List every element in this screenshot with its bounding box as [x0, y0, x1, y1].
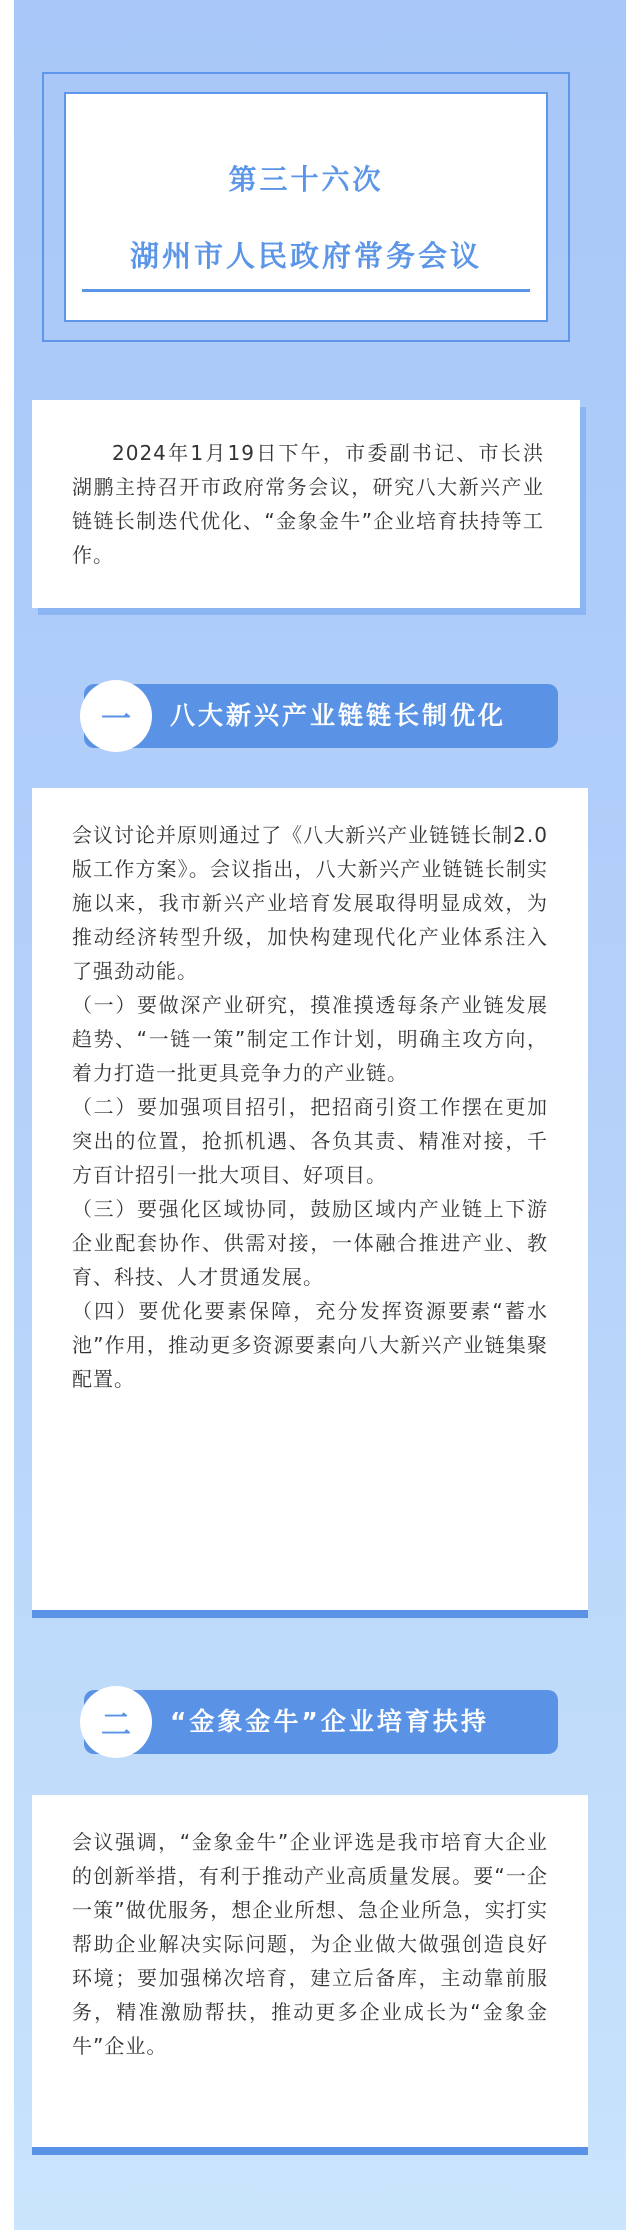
meeting-session-title: 第三十六次	[228, 163, 384, 196]
section-1-body	[72, 818, 548, 1396]
intro-card	[32, 400, 580, 608]
paragraph: （四）要优化要素保障，充分发挥资源要素“蓄水池”作用，推动更多资源要素向八大新兴产业链集聚配置。	[72, 1299, 548, 1391]
section-number-badge: 一	[80, 680, 152, 752]
section-header-2	[84, 1690, 558, 1754]
paragraph: 会议讨论并原则通过了《八大新兴产业链链长制2.0版工作方案》。会议指出，八大新兴产业链链长制实施以来，我市新兴产业培育发展取得明显成效，为推动经济转型升级，加快构建现代化产业体系注入了强劲动能。	[72, 823, 548, 983]
title-box	[64, 92, 548, 322]
paragraph: （二）要加强项目招引，把招商引资工作摆在更加突出的位置，抢抓机遇、各负其责、精准对接，千方百计招引一批大项目、好项目。	[72, 1095, 548, 1187]
title-underline	[82, 289, 530, 292]
section-2-card	[32, 1795, 588, 2155]
paragraph: 会议强调，“金象金牛”企业评选是我市培育大企业的创新举措，有利于推动产业高质量发展。要“一企一策”做优服务，想企业所想、急企业所急，实打实帮助企业解决实际问题，为企业做大做强创造良好环境；要加强梯次培育，建立后备库，主动靠前服务，精准激励帮扶，推动更多企业成长为“金象金牛”企业。	[72, 1830, 548, 2058]
paragraph: （一）要做深产业研究，摸准摸透每条产业链发展趋势、“一链一策”制定工作计划，明确主攻方向，着力打造一批更具竞争力的产业链。	[72, 993, 548, 1085]
paragraph: （三）要强化区域协同，鼓励区域内产业链上下游企业配套协作、供需对接，一体融合推进产业、教育、科技、人才贯通发展。	[72, 1197, 548, 1289]
meeting-name-title: 湖州市人民政府常务会议	[129, 239, 482, 273]
section-1-card	[32, 788, 588, 1618]
title-frame	[42, 72, 570, 342]
section-title: “金象金牛”企业培育扶持	[170, 1707, 489, 1736]
intro-text: 2024年1月19日下午，市委副书记、市长洪湖鹏主持召开市政府常务会议，研究八大新兴产业链链长制迭代优化、“金象金牛”企业培育扶持等工作。	[72, 441, 544, 567]
section-header-1	[84, 684, 558, 748]
section-2-body	[72, 1825, 548, 2063]
section-title: 八大新兴产业链链长制优化	[170, 701, 507, 730]
section-number-badge: 二	[80, 1686, 152, 1758]
